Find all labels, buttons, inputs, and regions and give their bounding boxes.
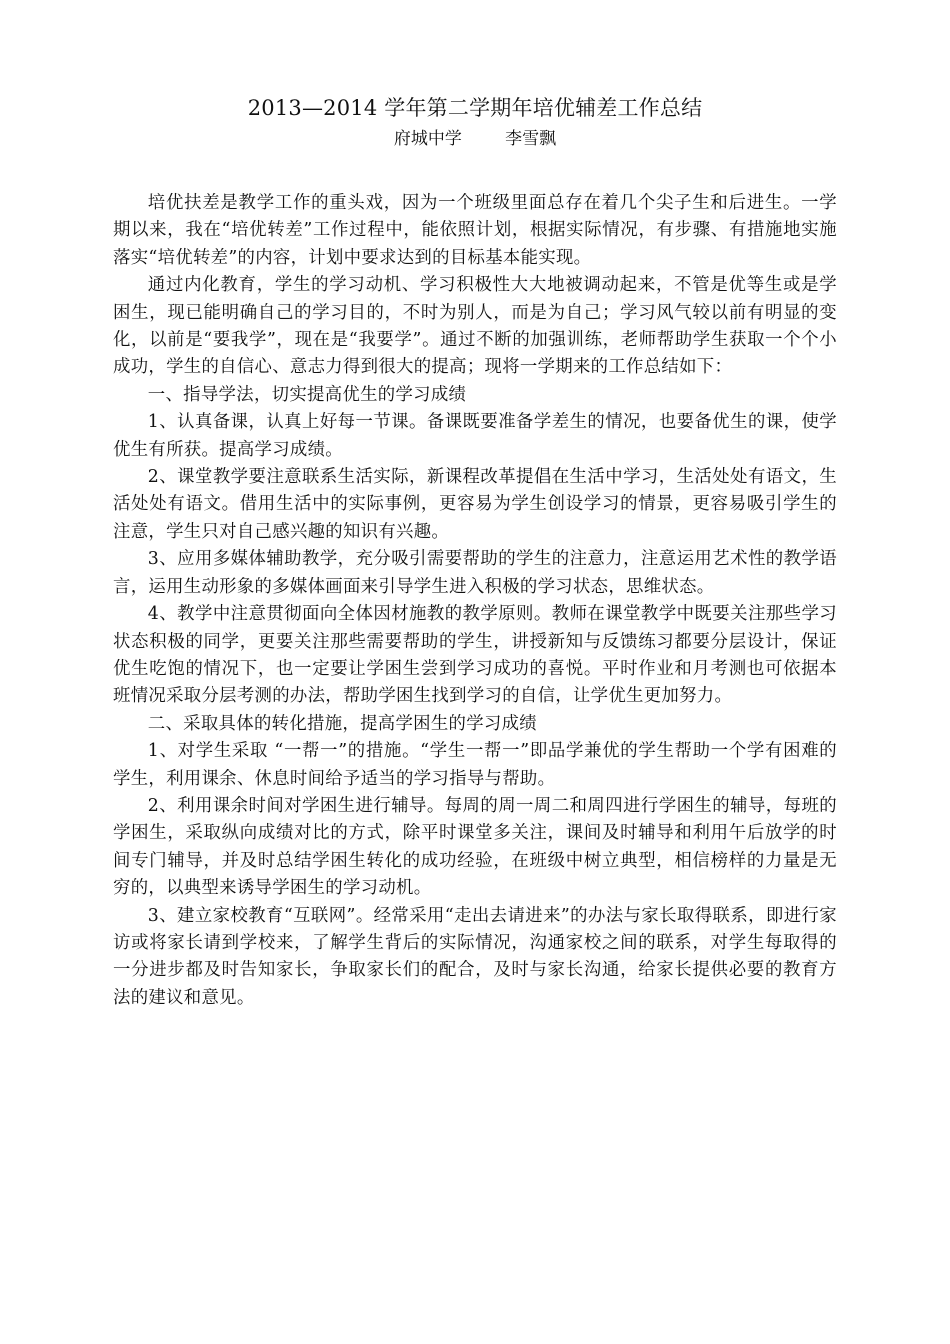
section-heading: 一、指导学法，切实提高优生的学习成绩: [147, 384, 467, 405]
paragraph: 3、建立家校教育“互联网”。经常采用“走出去请进来”的办法与家长取得联系，即进行家访或将家长请到学校来，了解学生背后的实际情况，沟通家校之间的联系，对学生每取得的一分进步都及时告知家长，争取家长们的配合，及时与家长沟通，给家长提供必要的教育方法的建议和意见。: [113, 905, 837, 1008]
paragraph: 2、利用课余时间对学困生进行辅导。每周的周一周二和周四进行学困生的辅导，每班的学困生，采取纵向成绩对比的方式，除平时课堂多关注，课间及时辅导和利用午后放学的时间专门辅导，并及时总结学困生转化的成功经验，在班级中树立典型，相信榜样的力量是无穷的，以典型来诱导学困生的学习动机。: [113, 795, 837, 899]
section-heading: 二、采取具体的转化措施，提高学困生的学习成绩: [147, 713, 537, 734]
paragraph: 1、认真备课，认真上好每一节课。备课既要准备学差生的情况，也要备优生的课，使学优生有所获。提高学习成绩。: [113, 412, 837, 460]
paragraph: 通过内化教育，学生的学习动机、学习积极性大大地被调动起来，不管是优等生或是学困生，现已能明确自己的学习目的，不时为别人，而是为自己；学习风气较以前有明显的变化，以前是“要我学”，现在是“我要学”。通过不断的加强训练，老师帮助学生获取一个个小成功，学生的自信心、意志力得到很大的提高；现将一学期来的工作总结如下：: [113, 275, 837, 378]
document-page: [113, 94, 837, 1012]
paragraph: 1、对学生采取 “一帮一”的措施。“学生一帮一”即品学兼优的学生帮助一个学有困难的学生，利用课余、休息时间给予适当的学习指导与帮助。: [113, 741, 837, 789]
paragraph: 培优扶差是教学工作的重头戏，因为一个班级里面总存在着几个尖子生和后进生。一学期以来，我在“培优转差”工作过程中，能依照计划，根据实际情况，有步骤、有措施地实施落实“培优转差”的内容，计划中要求达到的目标基本能实现。: [113, 193, 837, 268]
paragraph: 4、教学中注意贯彻面向全体因材施教的教学原则。教师在课堂教学中既要关注那些学习状态积极的同学，更要关注那些需要帮助的学生，讲授新知与反馈练习都要分层设计，保证优生吃饱的情况下，也一定要让学困生尝到学习成功的喜悦。平时作业和月考测也可依据本班情况采取分层考测的办法，帮助学困生找到学习的自信，让学优生更加努力。: [113, 604, 837, 707]
document-body: [113, 190, 837, 1012]
paragraph: 2、课堂教学要注意联系生活实际，新课程改革提倡在生活中学习，生活处处有语文，生活处处有语文。借用生活中的实际事例，更容易为学生创设学习的情景，更容易吸引学生的注意，学生只对自己感兴趣的知识有兴趣。: [113, 467, 837, 542]
author-byline: 府城中学 李雪飘: [393, 129, 557, 149]
document-title: 2013—2014 学年第二学期年培优辅差工作总结: [247, 96, 703, 120]
paragraph: 3、应用多媒体辅助教学，充分吸引需要帮助的学生的注意力，注意运用艺术性的教学语言，运用生动形象的多媒体画面来引导学生进入积极的学习状态，思维状态。: [113, 549, 837, 597]
